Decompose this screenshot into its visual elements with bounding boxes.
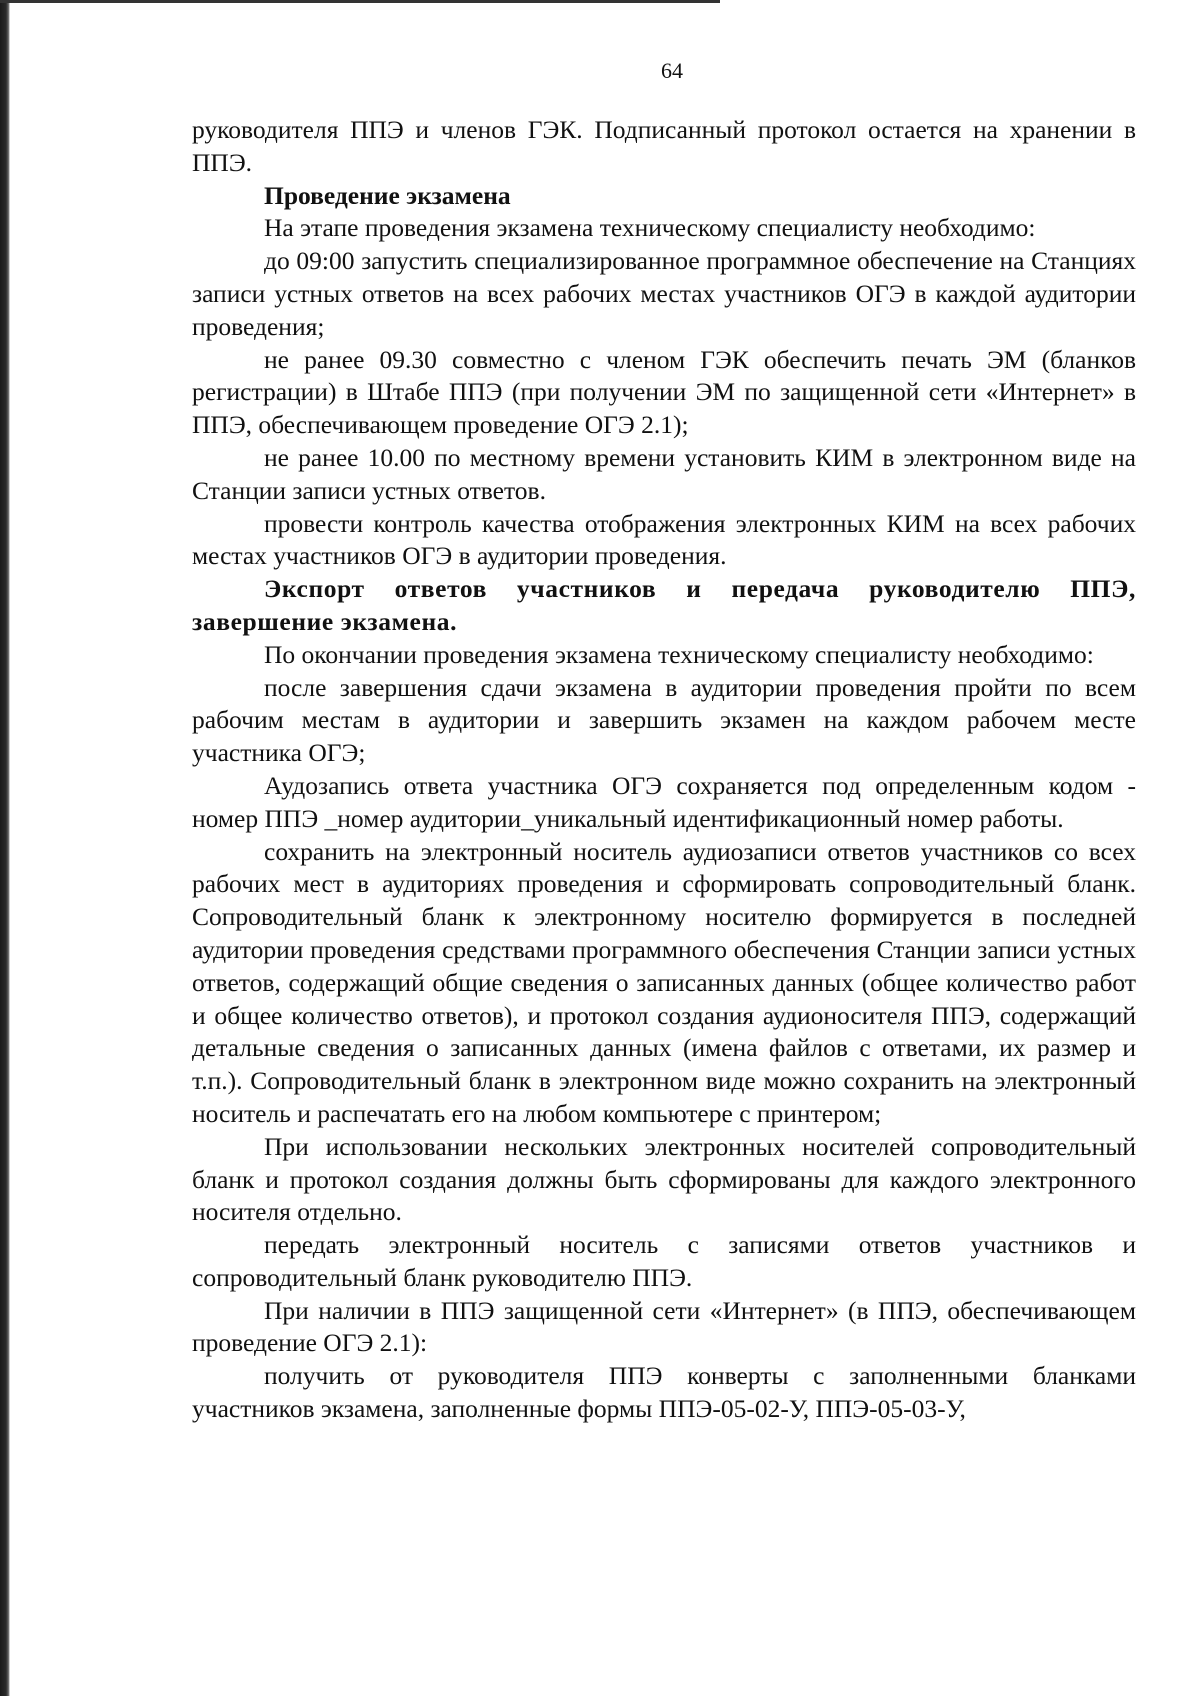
paragraph: При наличии в ППЭ защищенной сети «Интернет» (в ППЭ, обеспечивающем проведение ОГЭ 2.1): xyxy=(192,1295,1136,1358)
paragraph: руководителя ППЭ и членов ГЭК. Подписанный протокол остается на хранении в ППЭ. xyxy=(192,115,1136,177)
paragraph: после завершения сдачи экзамена в аудитории проведения пройти по всем рабочим местам в аудитории и завершить экзамен на каждом рабочем месте участника ОГЭ; xyxy=(192,672,1136,768)
paragraph: По окончании проведения экзамена техническому специалисту необходимо: xyxy=(264,639,1094,669)
paragraph: сохранить на электронный носитель аудиозаписи ответов участников со всех рабочих мест в аудиториях проведения и сформировать сопроводительный бланк. Сопроводительный бланк к электронному носителю формируется в последней аудитории проведения средствами программного обеспечения Станции записи устных ответов, содержащий общие сведения о записанных данных (общее количество работ и общее количество ответов), и протокол создания аудионосителя ППЭ, содержащий детальные сведения о записанных данных (имена файлов с ответами, их размер и т.п.). Сопроводительный бланк в электронном виде можно сохранить на электронный носитель и распечатать его на любом компьютере с принтером; xyxy=(192,836,1136,1128)
paragraph: Аудозапись ответа участника ОГЭ сохраняется под определенным кодом - номер ППЭ _номер аудитории_уникальный идентификационный номер работы. xyxy=(192,770,1136,833)
section-heading: Проведение экзамена xyxy=(264,180,511,210)
paragraph: При использовании нескольких электронных носителей сопроводительный бланк и протокол создания должны быть сформированы для каждого электронного носителя отдельно. xyxy=(192,1131,1136,1227)
document-body xyxy=(192,114,1136,1426)
paragraph: передать электронный носитель с записями ответов участников и сопроводительный бланк руководителю ППЭ. xyxy=(192,1230,1136,1292)
paragraph: не ранее 10.00 по местному времени установить КИМ в электронном виде на Станции записи устных ответов. xyxy=(192,442,1136,505)
paragraph: получить от руководителя ППЭ конверты с заполненными бланками участников экзамена, заполненные формы ППЭ-05-02-У, ППЭ-05-03-У, xyxy=(192,1361,1136,1424)
paragraph: до 09:00 запустить специализированное программное обеспечение на Станциях записи устных ответов на всех рабочих местах участников ОГЭ в каждой аудитории проведения; xyxy=(192,246,1136,341)
scan-edge-top xyxy=(0,0,720,3)
section-heading: Экспорт ответов участников и передача руководителю ППЭ, завершение экзамена. xyxy=(192,574,1136,636)
scan-edge-left xyxy=(0,0,10,1696)
page-number: 64 xyxy=(661,58,683,83)
paragraph: не ранее 09.30 совместно с членом ГЭК обеспечить печать ЭМ (бланков регистрации) в Штабе ППЭ (при получении ЭМ по защищенной сети «Интернет» в ППЭ, обеспечивающем проведение ОГЭ 2.1); xyxy=(192,344,1136,440)
paragraph: провести контроль качества отображения электронных КИМ на всех рабочих местах участников ОГЭ в аудитории проведения. xyxy=(192,508,1136,571)
paragraph: На этапе проведения экзамена техническому специалисту необходимо: xyxy=(264,213,1036,243)
